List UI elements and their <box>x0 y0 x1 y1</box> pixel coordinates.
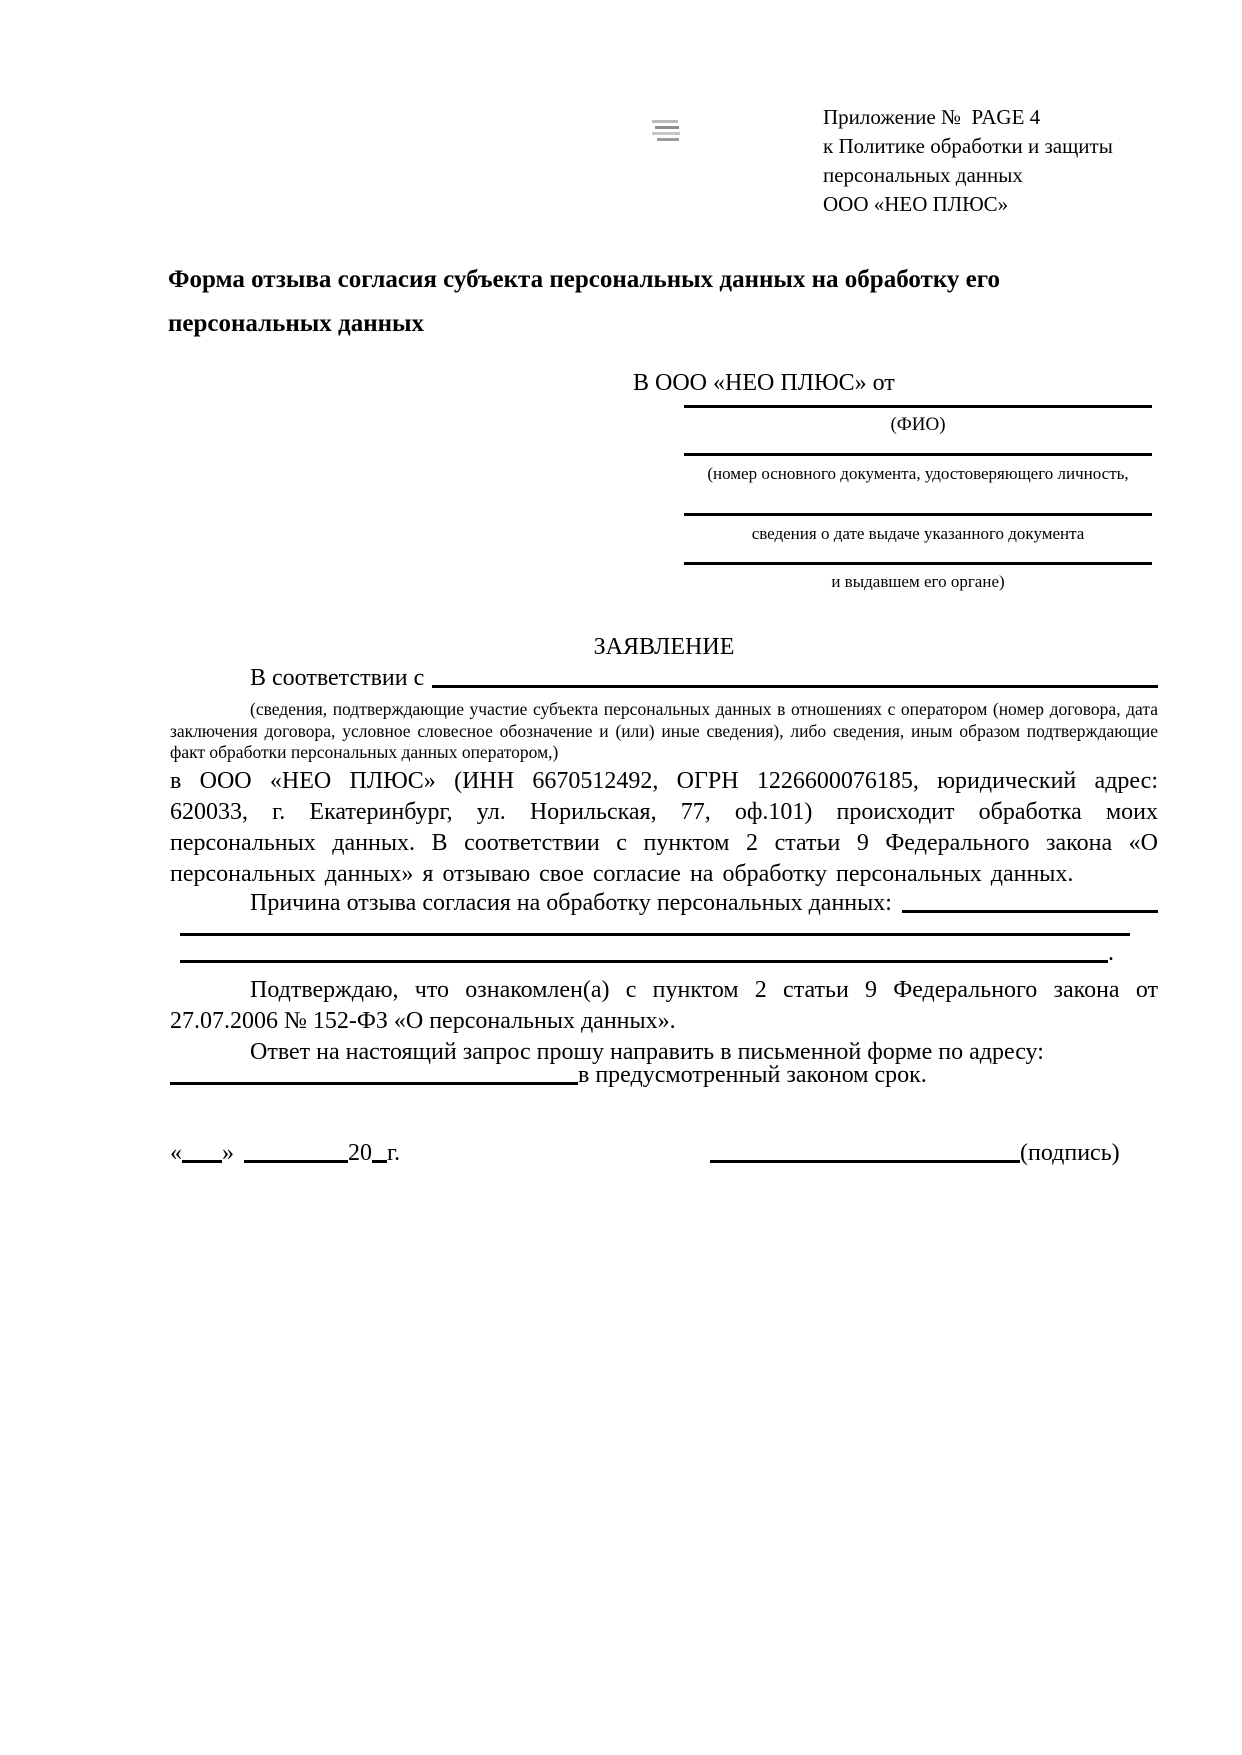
issue-date-caption: сведения о дате выдаче указанного документа <box>751 524 1085 543</box>
reason-blank-line <box>902 910 1158 913</box>
reason-continuation-line-1 <box>180 933 1130 936</box>
statement-body: в ООО «НЕО ПЛЮС» (ИНН 6670512492, ОГРН 1226600076185, юридический адрес: 620033, г. Екатеринбург, ул. Норильская, 77, оф.101) происходит обработка моих персональных данных. В соответствии с пунктом 2 статьи 9 Федерального закона «О персональных данных» я отзываю свое согласие на обработку персональных данных. <box>170 768 1158 887</box>
intro-blank-line <box>432 685 1158 688</box>
document-number-caption: (номер основного документа, удостоверяющего личность, <box>707 464 1129 483</box>
fio-field-line <box>684 405 1152 408</box>
intro-row <box>170 665 1158 692</box>
reply-address-row <box>170 1062 1158 1089</box>
reason-continuation-line-2 <box>180 960 1108 963</box>
day-blank-line <box>182 1160 222 1163</box>
signature-caption: (подпись) <box>1020 1140 1120 1166</box>
confirmation-paragraph: Подтверждаю, что ознакомлен(а) с пунктом 2 статьи 9 Федерального закона от 27.07.2006 № 152-ФЗ «О персональных данных». <box>170 977 1158 1034</box>
document-number-field-line <box>684 453 1152 456</box>
statement-heading: ЗАЯВЛЕНИЕ <box>593 634 735 660</box>
reason-label: Причина отзыва согласия на обработку персональных данных: <box>250 890 892 916</box>
annex-note <box>823 103 1113 219</box>
addressee-line: В ООО «НЕО ПЛЮС» от <box>633 370 895 396</box>
fio-caption: (ФИО) <box>890 414 946 435</box>
line-terminator: . <box>1108 940 1114 966</box>
signature-blank-line <box>710 1160 1020 1163</box>
reply-suffix: в предусмотренный законом срок. <box>578 1062 927 1088</box>
reason-continuation-row <box>180 940 1125 967</box>
year-prefix: 20 <box>348 1140 372 1166</box>
document-title: Форма отзыва согласия субъекта персональных данных на обработку его персональных данных <box>168 266 1000 337</box>
annex-note-line: к Политике обработки и защиты <box>823 134 1113 158</box>
reply-address-blank-line <box>170 1082 578 1085</box>
fine-print-note: (сведения, подтверждающие участие субъекта персональных данных в отношениях с оператором (номер договора, дата заключения договора, условное словесное обозначение и (или) иные сведения), либо сведения, иным образом подтверждающие факт обработки персональных данных оператором,) <box>170 699 1158 762</box>
intro-label: В соответствии с <box>250 665 425 691</box>
issuing-authority-caption: и выдавшем его органе) <box>831 572 1005 591</box>
issuing-authority-field-line <box>684 562 1152 565</box>
year-suffix: г. <box>387 1140 401 1166</box>
month-blank-line <box>244 1160 348 1163</box>
annex-note-line: ООО «НЕО ПЛЮС» <box>823 192 1009 216</box>
field-code-artifact-icon <box>652 118 682 144</box>
year-blank-line <box>372 1160 387 1163</box>
annex-note-line: Приложение № PAGE 4 <box>823 105 1041 129</box>
reason-row <box>170 890 1158 917</box>
signoff-row <box>170 1140 1158 1174</box>
reply-request-paragraph: Ответ на настоящий запрос прошу направить в письменной форме по адресу: <box>250 1039 1044 1065</box>
annex-note-line: персональных данных <box>823 163 1023 187</box>
issue-date-field-line <box>684 513 1152 516</box>
quote-open: « <box>170 1140 182 1166</box>
date-group <box>170 1140 400 1167</box>
quote-close: » <box>222 1140 234 1166</box>
signature-group <box>710 1140 1120 1167</box>
